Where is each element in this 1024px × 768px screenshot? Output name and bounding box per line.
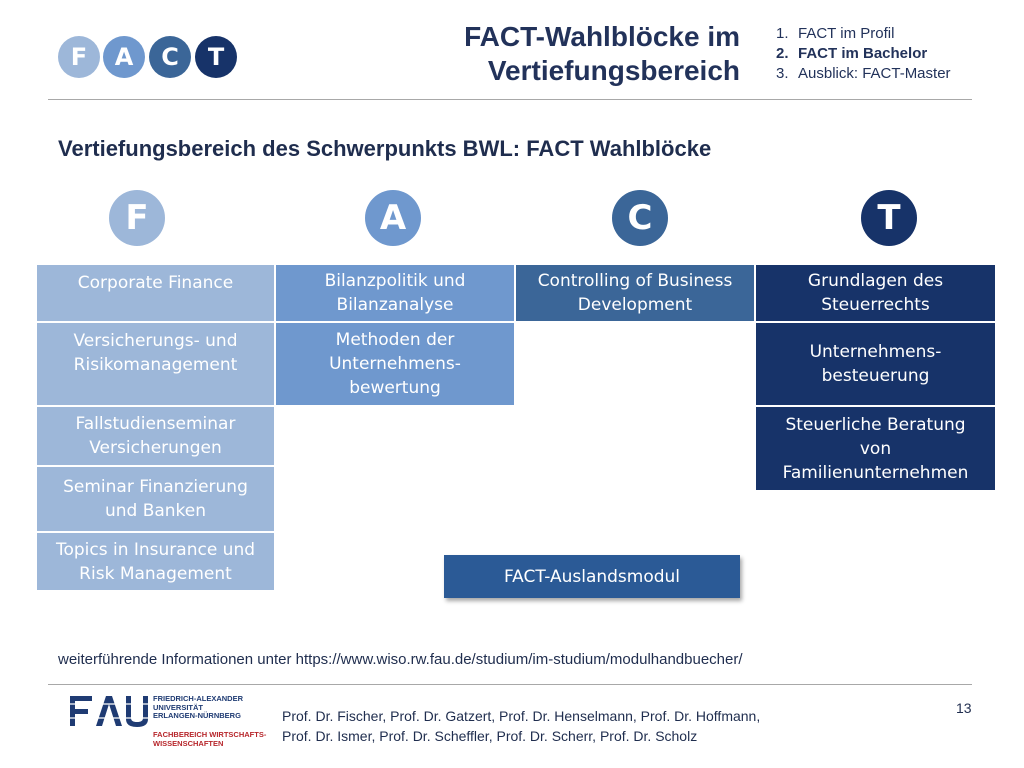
info-link-text[interactable]: weiterführende Informationen unter https://www.wiso.rw.fau.de/studium/im-studium/modulhandbuecher/ [58,651,743,668]
nav-item[interactable]: 3. Ausblick: FACT-Master [776,65,951,82]
page-number: 13 [956,700,972,716]
column-letter-t: T [861,190,917,246]
logo-letter-a: A [103,36,145,78]
column-letter-a: A [365,190,421,246]
logo-letter-c: C [149,36,191,78]
logo-letter-f: F [58,36,100,78]
module-cell-f: Versicherungs- und Risikomanagement [36,322,275,406]
logo-letter-t: T [195,36,237,78]
module-cell-f: Corporate Finance [36,264,275,322]
column-letter-f: F [109,190,165,246]
module-cell-f: Seminar Finanzierung und Banken [36,466,275,532]
module-cell-a: Methoden der Unternehmens-bewertung [275,322,515,406]
ausland-module-box: FACT-Auslandsmodul [444,555,740,598]
fau-logo-icon [70,694,152,728]
module-cell-c: Controlling of Business Development [515,264,755,322]
professors-list: Prof. Dr. Fischer, Prof. Dr. Gatzert, Prof. Dr. Henselmann, Prof. Dr. Hoffmann, Prof. Dr. Ismer, Prof. Dr. Scheffler, Prof. Dr. Scherr, Prof. Dr. Scholz [282,708,761,744]
footer-divider [48,684,972,685]
column-letter-c: C [612,190,668,246]
fau-university-name: FRIEDRICH-ALEXANDER UNIVERSITÄT ERLANGEN-NÜRNBERG [153,694,243,720]
page-title: FACT-Wahlblöcke im Vertiefungsbereich [464,21,740,86]
header-divider [48,99,972,100]
module-cell-a: Bilanzpolitik und Bilanzanalyse [275,264,515,322]
module-cell-f: Topics in Insurance und Risk Management [36,532,275,591]
nav-item-active[interactable]: 2. FACT im Bachelor [776,45,928,62]
module-cell-t: Grundlagen des Steuerrechts [755,264,996,322]
section-subtitle: Vertiefungsbereich des Schwerpunkts BWL: FACT Wahlblöcke [58,136,712,161]
module-cell-f: Fallstudienseminar Versicherungen [36,406,275,466]
faculty-name: FACHBEREICH WIRTSCHAFTS- WISSENSCHAFTEN [153,730,267,748]
module-cell-t: Unternehmens-besteuerung [755,322,996,406]
slide-navigation [776,24,951,84]
nav-item[interactable]: 1. FACT im Profil [776,25,895,42]
module-cell-t: Steuerliche Beratung von Familienunternehmen [755,406,996,491]
